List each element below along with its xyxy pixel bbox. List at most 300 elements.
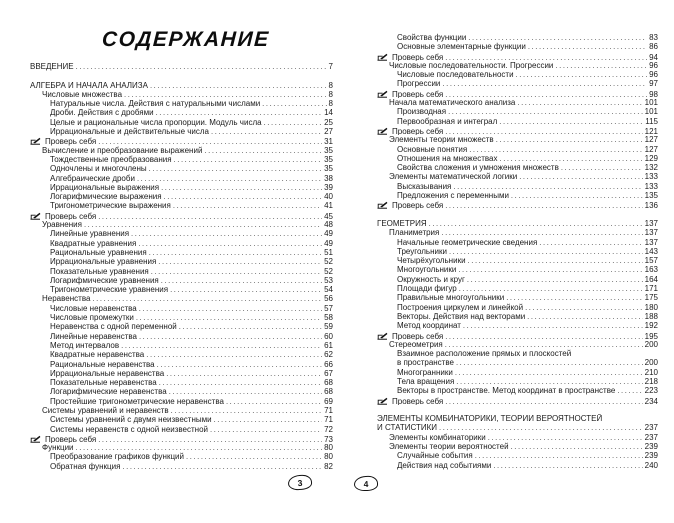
toc-entry — [377, 293, 658, 302]
toc-entry — [30, 267, 333, 276]
toc-page-number: 163 — [644, 265, 658, 275]
toc-page-number: 97 — [649, 79, 658, 89]
toc-entry-label: Начальные геометрические сведения — [397, 237, 538, 247]
toc-entry — [30, 360, 333, 369]
toc-entry-label: Проверь себя — [45, 434, 97, 444]
toc-entry — [30, 369, 333, 378]
dot-leader — [475, 451, 643, 460]
toc-entry — [30, 229, 333, 238]
toc-entry — [377, 135, 658, 144]
toc-entry — [30, 118, 333, 127]
toc-entry-label: Проверь себя — [392, 396, 444, 405]
dot-leader — [528, 42, 647, 51]
toc-entry-label: Элементы комбинаторики — [389, 432, 486, 442]
toc-page-number: 8 — [328, 89, 333, 99]
toc-entry — [30, 164, 333, 173]
toc-entry-label: ЭЛЕМЕНТЫ КОМБИНАТОРИКИ, ТЕОРИИ ВЕРОЯТНОСТЕЙ — [377, 414, 603, 424]
dot-leader — [98, 212, 322, 220]
dot-leader — [506, 293, 642, 302]
toc-entry — [30, 415, 333, 424]
page-number-badge-right: 4 — [354, 476, 379, 492]
toc-entry-label: Рациональные неравенства — [50, 359, 155, 369]
toc-entry — [377, 79, 658, 88]
dot-leader — [211, 127, 322, 136]
toc-entry-label: Проверь себя — [392, 89, 444, 99]
dot-leader — [124, 90, 327, 99]
toc-entry-label: Проверь себя — [45, 211, 97, 221]
toc-entry-label: Производная — [397, 107, 447, 117]
toc-entry — [377, 386, 658, 395]
toc-page-number: 218 — [644, 376, 658, 386]
toc-entry — [377, 433, 658, 442]
toc-entry — [30, 341, 333, 350]
toc-entry-label: Иррациональные и действительные числа — [50, 127, 209, 137]
toc-entry — [377, 107, 658, 116]
dot-leader — [488, 433, 643, 442]
toc-entry — [30, 201, 333, 210]
toc-entry — [30, 406, 333, 415]
toc-page-number: 66 — [324, 359, 333, 369]
dot-leader — [76, 62, 327, 71]
dot-leader — [555, 61, 647, 70]
toc-entry — [30, 146, 333, 155]
toc-entry-label: Натуральные числа. Действия с натуральными числами — [50, 99, 261, 109]
toc-page-number: 35 — [324, 145, 333, 155]
dot-leader — [429, 219, 643, 228]
dot-leader — [499, 117, 643, 126]
toc-entry-label: Планиметрия — [389, 228, 440, 238]
toc-page-number: 96 — [649, 70, 658, 80]
page-number-badge-left: 3 — [288, 474, 313, 491]
toc-entry-label: Числовые неравенства — [50, 303, 137, 313]
toc-entry — [377, 451, 658, 460]
toc-entry — [377, 396, 658, 405]
dot-leader — [511, 442, 643, 451]
dot-leader — [441, 228, 642, 237]
toc-entry — [377, 256, 658, 265]
toc-entry — [377, 377, 658, 386]
toc-page-number: 133 — [644, 181, 658, 191]
toc-entry — [30, 434, 333, 443]
toc-page-number: 121 — [644, 126, 658, 136]
dot-leader — [456, 358, 643, 367]
toc-page-number: 14 — [324, 108, 333, 118]
toc-page-number: 71 — [324, 415, 333, 425]
toc-entry — [30, 332, 333, 341]
dot-leader — [511, 191, 643, 200]
dot-leader — [161, 276, 322, 285]
toc-entry — [30, 462, 333, 471]
toc-entry — [377, 126, 658, 135]
toc-entry — [30, 155, 333, 164]
toc-page-number: 127 — [644, 135, 658, 145]
dot-leader — [467, 275, 643, 284]
toc-page-number: 53 — [324, 275, 333, 285]
dot-leader — [139, 304, 322, 313]
toc-entry-label: Окружность и круг — [397, 274, 465, 284]
dot-leader — [214, 415, 323, 424]
toc-entry-label: Свойства сложения и умножения множеств — [397, 163, 559, 173]
dot-leader — [500, 154, 643, 163]
dot-leader — [179, 322, 322, 331]
toc-entry — [30, 174, 333, 183]
dot-leader — [439, 423, 643, 432]
toc-entry — [377, 89, 658, 98]
toc-entry-label: Предложения с переменными — [397, 191, 509, 201]
toc-page-number: 101 — [644, 107, 658, 117]
dot-leader — [448, 107, 643, 116]
toc-entry-label: Показательные уравнения — [50, 266, 149, 276]
toc-page-number: 180 — [644, 302, 658, 312]
dot-leader — [445, 201, 642, 209]
toc-entry — [377, 303, 658, 312]
toc-entry — [377, 275, 658, 284]
toc-entry-label: Числовые последовательности — [397, 70, 514, 80]
dot-leader — [519, 172, 642, 181]
dot-leader — [98, 435, 322, 443]
toc-entry — [30, 350, 333, 359]
toc-page-number: 35 — [324, 154, 333, 164]
dot-leader — [262, 99, 326, 108]
toc-entry — [377, 163, 658, 172]
toc-entry-label: Системы уравнений с двумя неизвестными — [50, 415, 212, 425]
toc-entry — [30, 313, 333, 322]
dot-leader — [539, 238, 642, 247]
toc-entry — [377, 349, 658, 358]
dot-leader — [496, 135, 643, 144]
toc-entry-label: Многогранники — [397, 367, 453, 377]
toc-page-number: 223 — [644, 386, 658, 396]
toc-entry-label: Высказывания — [397, 181, 452, 191]
toc-page-number: 239 — [644, 451, 658, 461]
toc-entry-label: АЛГЕБРА И НАЧАЛА АНАЛИЗА — [30, 80, 148, 90]
toc-page-number: 45 — [324, 211, 333, 221]
toc-entry-label: ГЕОМЕТРИЯ — [377, 218, 427, 228]
toc-entry — [377, 200, 658, 209]
toc-entry-label: Числовые промежутки — [50, 313, 134, 323]
toc-entry-label: Проверь себя — [392, 201, 444, 210]
toc-entry — [377, 442, 658, 451]
dot-leader — [525, 303, 643, 312]
toc-entry-label: Показательные неравенства — [50, 378, 157, 388]
toc-page-number: 71 — [324, 405, 333, 415]
toc-page-number: 237 — [644, 423, 658, 433]
toc-page-number: 237 — [644, 432, 658, 442]
toc-page-number: 94 — [649, 52, 658, 61]
toc-entry-label: Иррациональные уравнения — [50, 257, 157, 267]
toc-page-number: 135 — [644, 191, 658, 201]
toc-entry-label: Логарифмические выражения — [50, 192, 162, 202]
section-gap — [30, 71, 333, 80]
dot-leader — [493, 461, 642, 470]
toc-entry-label: Рациональные уравнения — [50, 247, 147, 257]
toc-page-number: 73 — [324, 434, 333, 444]
dot-leader — [186, 452, 322, 461]
toc-page-number: 57 — [324, 303, 333, 313]
toc-entry-label: Преобразование графиков функций — [50, 452, 184, 462]
toc-entry — [30, 322, 333, 331]
toc-page-number: 80 — [324, 452, 333, 462]
toc-entry-label: Линейные неравенства — [50, 331, 137, 341]
check-yourself-icon — [30, 435, 42, 443]
toc-entry — [30, 81, 333, 90]
dot-leader — [121, 341, 322, 350]
toc-page-number: 86 — [649, 42, 658, 52]
toc-page-number: 175 — [644, 293, 658, 303]
toc-entry-label: Тела вращения — [397, 376, 455, 386]
toc-page-number: 210 — [644, 367, 658, 377]
toc-entry-label: в пространстве — [397, 358, 454, 368]
toc-page-number: 59 — [324, 322, 333, 332]
toc-entry-label: Числовые последовательности. Прогрессии — [389, 60, 554, 70]
toc-entry — [377, 42, 658, 51]
toc-entry — [30, 257, 333, 266]
toc-entry — [30, 90, 333, 99]
toc-entry-label: Случайные события — [397, 451, 473, 461]
toc-column-right — [377, 33, 658, 470]
toc-page-number: 195 — [644, 331, 658, 340]
dot-leader — [84, 220, 322, 229]
dot-leader — [122, 462, 322, 471]
toc-page-number: 82 — [324, 461, 333, 471]
toc-entry — [377, 154, 658, 163]
toc-entry — [30, 99, 333, 108]
toc-entry-label: Неравенства с одной переменной — [50, 322, 177, 332]
dot-leader — [166, 369, 322, 378]
toc-entry — [377, 238, 658, 247]
toc-entry-label: Прогрессии — [397, 79, 441, 89]
toc-page-number: 58 — [324, 313, 333, 323]
toc-entry — [377, 247, 658, 256]
toc-entry-label: Системы неравенств с одной неизвестной — [50, 424, 209, 434]
toc-entry — [377, 191, 658, 200]
toc-entry-label: Квадратные уравнения — [50, 238, 137, 248]
toc-entry — [30, 211, 333, 220]
dot-leader — [161, 183, 322, 192]
toc-entry-label: Логарифмические неравенства — [50, 387, 167, 397]
toc-page-number: 72 — [324, 424, 333, 434]
toc-entry-label: Элементы теории вероятностей — [389, 442, 509, 452]
toc-page-number: 68 — [324, 387, 333, 397]
toc-page-number: 41 — [324, 201, 333, 211]
dot-leader — [149, 248, 322, 257]
toc-page-number: 200 — [644, 339, 658, 349]
dot-leader — [445, 127, 642, 135]
toc-entry — [377, 358, 658, 367]
dot-leader — [459, 284, 643, 293]
toc-entry-label: Одночлены и многочлены — [50, 164, 147, 174]
toc-entry-label: Первообразная и интеграл — [397, 116, 498, 126]
check-yourself-icon — [377, 127, 389, 135]
toc-page-number: 234 — [644, 396, 658, 405]
toc-entry-label: Основные понятия — [397, 144, 468, 154]
toc-entry-label: Вычисление и преобразование выражений — [42, 145, 203, 155]
toc-entry — [377, 61, 658, 70]
dot-leader — [170, 285, 322, 294]
toc-entry — [30, 62, 333, 71]
toc-entry — [30, 397, 333, 406]
toc-entry — [377, 33, 658, 42]
toc-page-number: 171 — [644, 284, 658, 294]
dot-leader — [445, 90, 647, 98]
toc-entry-label: Числовые множества — [42, 89, 123, 99]
toc-entry — [30, 443, 333, 452]
toc-entry — [30, 387, 333, 396]
toc-page-number: 133 — [644, 172, 658, 182]
toc-entry-label: Действия над событиями — [397, 460, 492, 470]
check-yourself-icon — [377, 201, 389, 209]
dot-leader — [468, 33, 647, 42]
toc-entry-label: Дроби. Действия с дробями — [50, 108, 154, 118]
toc-page-number: 8 — [328, 80, 333, 90]
toc-page-number: 60 — [324, 331, 333, 341]
dot-leader — [131, 229, 322, 238]
toc-entry-label: Элементы математической логики — [389, 172, 518, 182]
toc-entry — [377, 423, 658, 432]
dot-leader — [76, 443, 323, 452]
toc-page-number: 240 — [644, 460, 658, 470]
toc-entry-label: Построения циркулем и линейкой — [397, 302, 524, 312]
toc-entry-label: Площади фигур — [397, 284, 457, 294]
toc-page-number: 101 — [644, 98, 658, 108]
toc-entry-label: Стереометрия — [389, 339, 443, 349]
dot-leader — [169, 387, 322, 396]
toc-entry-label: Системы уравнений и неравенств — [42, 405, 169, 415]
toc-entry-label: Векторы в пространстве. Метод координат в пространстве — [397, 386, 616, 396]
dot-leader — [171, 406, 322, 415]
toc-page-number: 188 — [644, 311, 658, 321]
toc-page-number: 200 — [644, 358, 658, 368]
toc-entry-label: Иррациональные выражения — [50, 182, 160, 192]
toc-entry-label: Многоугольники — [397, 265, 457, 275]
toc-page-number: 38 — [324, 173, 333, 183]
toc-page-number: 31 — [324, 137, 333, 146]
dot-leader — [449, 247, 643, 256]
dot-leader — [138, 239, 322, 248]
toc-entry-label: Векторы. Действия над векторами — [397, 311, 526, 321]
dot-leader — [156, 108, 323, 117]
dot-leader — [210, 425, 322, 434]
section-gap — [377, 210, 658, 219]
dot-leader — [150, 81, 327, 90]
toc-entry — [30, 378, 333, 387]
toc-entry — [377, 340, 658, 349]
dot-leader — [159, 378, 322, 387]
toc-entry — [377, 368, 658, 377]
dot-leader — [455, 368, 643, 377]
toc-entry-label: Иррациональные неравенства — [50, 368, 165, 378]
dot-leader — [98, 137, 322, 145]
toc-entry-label: Четырёхугольники — [397, 256, 466, 266]
toc-page-number: 7 — [328, 62, 333, 71]
toc-entry — [377, 312, 658, 321]
section-gap — [377, 405, 658, 414]
toc-page-number: 62 — [324, 350, 333, 360]
toc-entry — [30, 304, 333, 313]
toc-entry — [377, 182, 658, 191]
toc-entry-label: Проверь себя — [392, 52, 444, 61]
toc-entry-label: И СТАТИСТИКИ — [377, 423, 438, 433]
toc-page-number: 39 — [324, 182, 333, 192]
toc-page-number: 137 — [644, 237, 658, 247]
toc-entry-label: Неравенства — [42, 294, 91, 304]
toc-page-number: 27 — [324, 127, 333, 137]
toc-page-number: 83 — [649, 33, 658, 42]
dot-leader — [561, 163, 643, 172]
toc-entry-label: Квадратные неравенства — [50, 350, 145, 360]
toc-page-number: 49 — [324, 238, 333, 248]
toc-page-number: 52 — [324, 257, 333, 267]
toc-entry — [30, 192, 333, 201]
dot-leader — [136, 313, 322, 322]
toc-page-number: 164 — [644, 274, 658, 284]
toc-entry — [377, 461, 658, 470]
check-yourself-icon — [377, 397, 389, 405]
dot-leader — [445, 332, 642, 340]
toc-entry-label: Треугольники — [397, 246, 447, 256]
toc-entry — [377, 219, 658, 228]
dot-leader — [463, 321, 643, 330]
toc-page-number: 25 — [324, 117, 333, 127]
toc-entry-label: Функции — [42, 443, 74, 453]
toc-page-number: 137 — [644, 228, 658, 238]
toc-entry-label: Отношения на множествах — [397, 153, 498, 163]
toc-entry — [30, 183, 333, 192]
dot-leader — [174, 155, 323, 164]
toc-page-number: 132 — [644, 163, 658, 173]
toc-page-number: 98 — [649, 89, 658, 99]
dot-leader — [445, 53, 647, 61]
toc-entry-label: Тригонометрические уравнения — [50, 285, 169, 295]
toc-entry-label: Проверь себя — [392, 331, 444, 340]
toc-page-number: 68 — [324, 378, 333, 388]
toc-page-number: 61 — [324, 340, 333, 350]
toc-page-number: 35 — [324, 164, 333, 174]
toc-entry — [30, 239, 333, 248]
dot-leader — [617, 386, 642, 395]
toc-entry-label: Метод координат — [397, 321, 461, 331]
toc-entry-label: ВВЕДЕНИЕ — [30, 62, 74, 71]
toc-entry — [30, 248, 333, 257]
toc-page-number: 69 — [324, 396, 333, 406]
toc-page-number: 192 — [644, 321, 658, 331]
dot-leader — [173, 201, 322, 210]
check-yourself-icon — [30, 137, 42, 145]
toc-page-number: 67 — [324, 368, 333, 378]
dot-leader — [445, 340, 643, 349]
toc-page-number: 137 — [644, 218, 658, 228]
dot-leader — [149, 164, 322, 173]
toc-entry-label: Начала математического анализа — [389, 98, 516, 108]
toc-page-number: 51 — [324, 247, 333, 257]
toc-entry-label: Обратная функция — [50, 461, 121, 471]
dot-leader — [226, 397, 322, 406]
toc-entry — [30, 127, 333, 136]
toc-entry — [377, 284, 658, 293]
dot-leader — [137, 174, 322, 183]
toc-entry-label: Свойства функции — [397, 33, 467, 42]
toc-entry — [377, 414, 658, 423]
toc-entry-label: Целые и рациональные числа пропорции. Модуль числа — [50, 117, 262, 127]
toc-page-number: 239 — [644, 442, 658, 452]
toc-entry — [30, 425, 333, 434]
toc-entry-label: Проверь себя — [45, 137, 97, 146]
toc-entry — [377, 331, 658, 340]
check-yourself-icon — [377, 53, 389, 61]
dot-leader — [445, 397, 642, 405]
toc-entry-label: Метод интервалов — [50, 340, 120, 350]
toc-entry — [30, 276, 333, 285]
